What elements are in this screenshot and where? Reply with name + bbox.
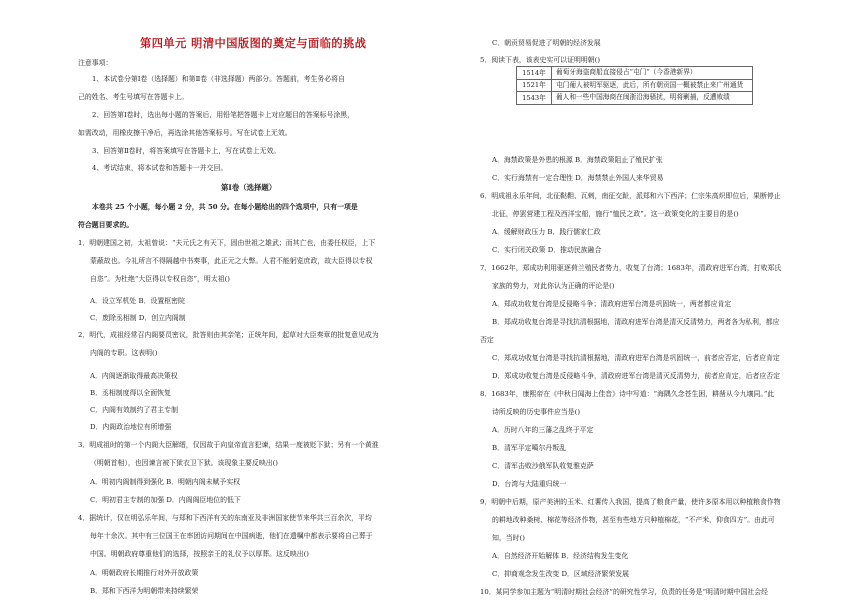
question-text: 内阁的专职。这表明() xyxy=(90,349,158,357)
section-intro: 符合题目要求的。 xyxy=(78,221,134,229)
answer-option: A．历时八年的三藩之乱终于平定 xyxy=(492,426,594,434)
answer-option: D．内阁政治地位有所增强 xyxy=(90,423,172,431)
table-cell-year: 1543年 xyxy=(517,92,552,105)
question-text: 6．明成祖永乐年间，北征鞑靼、瓦剌，南征交趾，派郑和六下西洋；仁宗朱高炽即位后，果断停止 xyxy=(480,192,781,200)
answer-option: A．设立军机处 B．设置枢密院 xyxy=(90,297,185,305)
answer-option: C．郑成功收复台湾是寻找抗清根据地，清政府进军台湾是巩固统一，前者应否定，后者应肯定 xyxy=(492,354,780,362)
question-text: 7．1662年，郑成功利用驱逐荷兰殖民者势力，收复了台湾；1683年，清政府进军台湾，打败郑氏 xyxy=(480,264,782,272)
answer-option: C．实行闭关政策 D．推动民族融合 xyxy=(492,246,602,254)
table-cell-year: 1514年 xyxy=(517,67,552,80)
question-text: 每年十余次。其中有三位国王在率团访问期间在中国病逝，他们在遗嘱中都表示要将自己葬于 xyxy=(90,532,373,540)
answer-option: A．内阁逐渐取得最高决策权 xyxy=(90,372,178,380)
question-text: 10．某同学参加主题为“明清时期社会经济”的研究性学习，负责的任务是“明清时期中国社会经 xyxy=(480,588,769,596)
answer-option: A．海禁政策是外患的根源 B．海禁政策阻止了殖民扩张 xyxy=(492,156,663,164)
answer-option: A．明初内阁制得到强化 B．明朝内阁未赋予实权 xyxy=(90,478,241,486)
question-text: 的耕地改种桑树、棉花等经济作物，甚至有些地方只种植棉花，“不产米，仰食四方”。由此可 xyxy=(492,516,775,524)
answer-option: C．内阁有效制约了君主专制 xyxy=(90,406,178,414)
answer-option: C．明初君主专制的加强 D．内阁阁臣地位的低下 xyxy=(90,496,241,504)
section-title: 第Ⅰ卷（选择题） xyxy=(221,183,277,192)
question-text: 9．明朝中后期，原产美洲的玉米、红薯传入我国，提高了粮食产量，使许多原本用以种植粮食作物 xyxy=(480,498,781,506)
notice-line: 4、考试结束，将本试卷和答题卡一并交回。 xyxy=(92,164,228,172)
question-text: （明朝首相），也因谏言被下狱衣卫下狱。该现象主要反映出() xyxy=(90,459,278,467)
answer-option: C．废除丞相制 D．创立内阁制 xyxy=(90,314,186,322)
answer-option: 否定 xyxy=(480,336,494,344)
page-title: 第四单元 明清中国版图的奠定与面临的挑战 xyxy=(140,36,367,50)
section-intro: 本卷共 25 个小题，每小题 2 分，共 50 分。在每小题给出的四个选项中，只有一项是 xyxy=(92,203,358,211)
table-cell-event: 葡萄牙海盗商船直接侵占“屯门”（今香港新界） xyxy=(552,67,753,80)
answer-option: C．实行海禁有一定合理性 D．海禁禁止外国人来华贸易 xyxy=(492,174,664,182)
question-text: 5．阅读下表，该表史实可以证明明朝() xyxy=(480,56,601,64)
question-text: 4．据统计，仅在明弘乐年间，与郑和下西洋有关的东南亚及非洲国家使节来华共三百余次，平均 xyxy=(78,514,372,522)
question-text: 1．明朝建国之初，太祖曾说：“夫元氏之有天下，固由世祖之雄武；而其亡也，由委任权臣，上下 xyxy=(78,239,376,247)
question-text: 家族的势力，对此你认为正确的评论是() xyxy=(492,282,615,290)
question-text: 知，当时() xyxy=(492,534,525,542)
question-text: 8．1683年，康熙帝在《中秋日闻海上佳音》诗中写道：“海隅久念苍生困，耕凿从今九壤同。”此 xyxy=(480,390,775,398)
question-text: 中国。明朝政府尊重他们的选择，按照亲王的礼仪予以厚葬。这反映出() xyxy=(90,550,309,558)
answer-option: A．郑成功收复台湾是反侵略斗争；清政府进军台湾是巩固统一，两者都应肯定 xyxy=(492,300,732,308)
table-row xyxy=(517,79,753,92)
question-text: 北征，停罢营建工程及西洋宝船，施行“恤民之政”。这一政策变化的主要目的是() xyxy=(492,210,739,218)
table-cell-event: 葡人和一些中国海商在闽浙沿海骚扰，明将剿捕，反遭败绩 xyxy=(552,92,753,105)
answer-option: B．郑和下西洋为明朝带来持续繁荣 xyxy=(90,587,199,595)
answer-option: D．台湾与大陆重归统一 xyxy=(492,480,567,488)
answer-option: A．自然经济开始解体 B．经济结构发生变化 xyxy=(492,552,629,560)
question-text: 自恣”。为杜绝“大臣得以专权自恣”，明太祖() xyxy=(90,275,230,283)
answer-option: A．明朝政府长期推行对外开放政策 xyxy=(90,569,199,577)
history-table xyxy=(516,66,753,105)
answer-option: D．郑成功收复台湾是反侵略斗争，清政府进军台湾是清灭反清势力，前者应肯定，后者应否定 xyxy=(492,372,781,380)
answer-option: A．缓解财政压力 B．践行儒家仁政 xyxy=(492,228,601,236)
table-row xyxy=(517,67,753,80)
notice-line: 如需改动，用橡皮擦干净后，再选涂其他答案标号。写在试卷上无效。 xyxy=(78,129,292,137)
answer-option: B．郑成功收复台湾是寻找抗清根据地，清政府进军台湾是清灭反清势力，两者各为私利，都应 xyxy=(492,318,780,326)
question-text: 2．明代，成祖经常召内阁要员密议，批答则由其亲笔；正统年间，起草对大臣奏章的批复意见成为 xyxy=(78,331,379,339)
notice-heading: 注意事项： xyxy=(78,59,113,67)
table-cell-event: 屯门葡人被明军驱逐，此后，所有朝贡国一概被禁止来广州通货 xyxy=(552,79,753,92)
table-row xyxy=(517,92,753,105)
notice-line: 3、回答第Ⅱ卷时，将答案填写在答题卡上，写在试卷上无效。 xyxy=(92,147,281,155)
question-text: 蒙蔽故也。今礼所言不得隔越中书奏事，此正元之大弊。人君不能躬览庶政，故大臣得以专权 xyxy=(90,257,373,265)
notice-line: 2、回答第Ⅰ卷时，选出每小题的答案后，用铅笔把答题卡上对应题目的答案标号涂黑， xyxy=(92,111,355,119)
answer-option: C．朝贡贸易促进了明朝的经济发展 xyxy=(492,39,601,47)
notice-line: 己的姓名、考生号填写在答题卡上。 xyxy=(78,93,189,101)
answer-option: B．丞相制度得以全面恢复 xyxy=(90,389,171,397)
answer-option: B．清军平定噶尔丹叛乱 xyxy=(492,444,566,452)
table-cell-year: 1521年 xyxy=(517,79,552,92)
question-text: 诗所反映的历史事件应当是() xyxy=(492,408,581,416)
answer-option: C．抑商观念发生改变 D．区域经济繁荣发展 xyxy=(492,570,630,578)
question-text: 3．明成祖时的第一个内阁大臣解缙，仅因故于向皇帝直言犯谏，结果一度被贬下狱；另有一个黄淮 xyxy=(78,441,379,449)
notice-line: 1、本试卷分第Ⅰ卷（选择题）和第Ⅱ卷（非选择题）两部分。答题前，考生务必将自 xyxy=(92,75,345,83)
answer-option: C．清军击败沙俄军队收复雅克萨 xyxy=(492,462,594,470)
